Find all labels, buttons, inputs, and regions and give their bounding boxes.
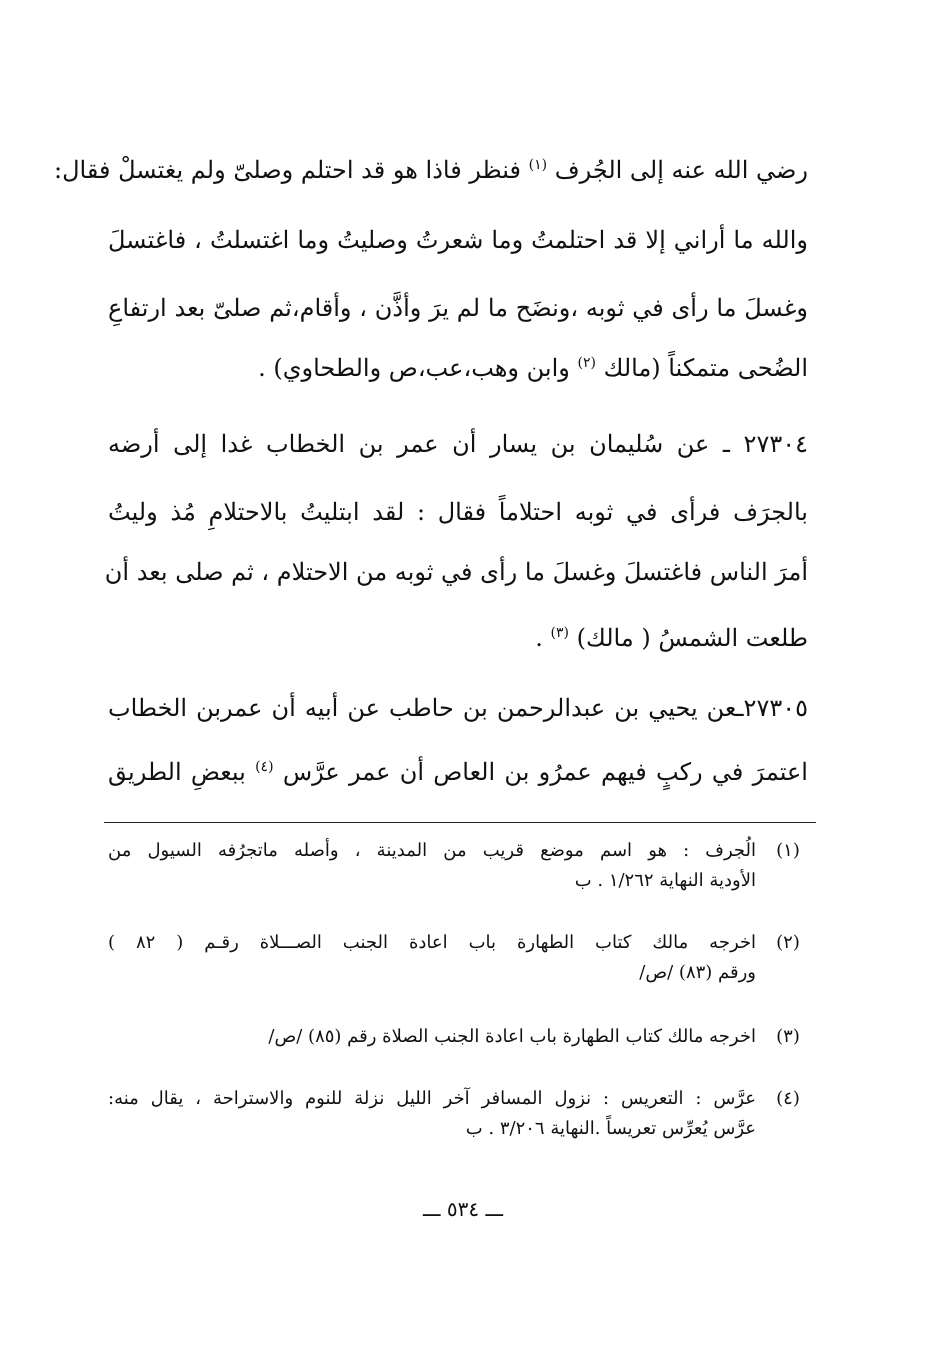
paragraph1-line2: والله ما أراني إلا قد احتلمتُ وما شعرتُ وصليتُ وما اغتسلتُ ، فاغتسلَ (108, 226, 808, 254)
footnote-2 (108, 928, 808, 988)
paragraph1-line1-text: رضي الله عنه إلى الجُرف (554, 156, 808, 184)
footnote-3-number: (٣) (776, 1026, 800, 1047)
paragraph3-line1: ٢٧٣٠٥ـعن يحيي بن عبدالرحمن بن حاطب عن أبيه أن عمربن الخطاب (108, 694, 808, 722)
page-number: ـــ ٥٣٤ ـــ (422, 1197, 504, 1221)
paragraph2-line4b-text: . (535, 624, 543, 652)
footnote-2-line1: اخرجه مالك كتاب الطهارة باب اعادة الجنب الصـــلاة رقـم ( ٨٢ ) (108, 932, 757, 953)
paragraph1-line1 (54, 150, 808, 190)
paragraph3-line2 (108, 752, 808, 792)
paragraph1-line1b-text: فنظر فاذا هو قد احتلم وصلىّ ولم يغتسلْ فقال: (54, 156, 521, 184)
paragraph3-line2a-text: اعتمرَ في ركبٍ فيهم عمرُو بن العاص أن عمر عرَّس (282, 758, 808, 786)
footnote-3 (108, 1022, 808, 1052)
footnote-ref-4[interactable]: (٤) (255, 759, 274, 775)
footnote-3-line1: اخرجه مالك كتاب الطهارة باب اعادة الجنب الصلاة رقم (٨٥) /ص/ (268, 1026, 756, 1047)
paragraph1-line4b-text: وابن وهب،عب،ص والطحاوي) . (258, 354, 570, 382)
footnote-4 (108, 1084, 808, 1144)
footnote-ref-1[interactable]: (١) (528, 157, 548, 173)
paragraph1-line3: وغسلَ ما رأى في ثوبه ،ونضَح ما لم يرَ وأذَّن ، وأقام،ثم صلىّ بعد ارتفاعِ (108, 294, 808, 322)
footnote-4-line1: عرَّس : التعريس : نزول المسافر آخر الليل نزلة للنوم والاستراحة ، يقال منه: (108, 1088, 756, 1109)
footnote-ref-2[interactable]: (٢) (577, 355, 596, 371)
footnote-separator (104, 822, 816, 823)
paragraph2-line1: ٢٧٣٠٤ ـ عن سُليمان بن يسار أن عمر بن الخطاب غدا إلى أرضه (108, 430, 808, 458)
paragraph2-line3: أمرَ الناس فاغتسلَ وغسلَ ما رأى في ثوبه من الاحتلام ، ثم صلى بعد أن (104, 558, 808, 586)
footnote-1 (108, 836, 808, 896)
paragraph1-line4a-text: الضُحى متمكناً (مالك (603, 354, 808, 382)
paragraph2-line4a-text: طلعت الشمسُ ( مالك) (576, 624, 808, 652)
paragraph2-line4 (108, 618, 808, 658)
footnote-2-line2: ورقم (٨٣) /ص/ (639, 962, 756, 983)
footnote-ref-3[interactable]: (٣) (550, 625, 569, 641)
footnote-1-line2: الأودية النهاية ١/٢٦٢ . ب (574, 870, 756, 891)
paragraph1-line4 (108, 348, 808, 388)
paragraph3-line2b-text: ببعضِ الطريق (108, 758, 246, 786)
footnote-1-line1: الُجرف : هو اسم موضع قريب من المدينة ، وأصله ماتجرُفه السيول من (108, 840, 756, 861)
paragraph2-line2: بالجرَف فرأى في ثوبه احتلاماً فقال : لقد ابتليتُ بالاحتلامِ مُذ وليتُ (108, 498, 808, 526)
footnote-1-number: (١) (776, 840, 800, 861)
footnote-4-number: (٤) (776, 1088, 800, 1109)
footnote-2-number: (٢) (776, 932, 800, 953)
footnote-4-line2: عرَّس يُعرِّس تعريساً .النهاية ٣/٢٠٦ . ب (465, 1118, 756, 1139)
